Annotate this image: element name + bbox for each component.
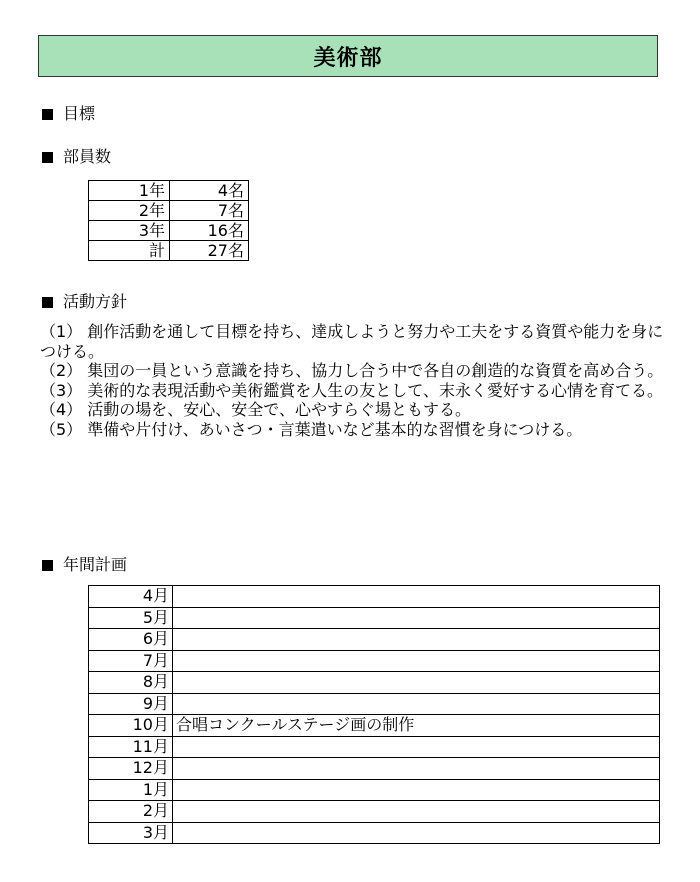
policy-list bbox=[40, 322, 665, 439]
table-row bbox=[89, 181, 249, 201]
count-cell: 4名 bbox=[170, 181, 249, 201]
plan-cell bbox=[173, 693, 660, 715]
month-cell: 1月 bbox=[89, 779, 173, 801]
grade-cell: 2年 bbox=[89, 201, 170, 221]
policy-item: （1） 創作活動を通して目標を持ち、達成しようと努力や工夫をする資質や能力を身につける。 bbox=[40, 322, 664, 361]
table-row bbox=[89, 607, 660, 629]
square-bullet-icon bbox=[42, 152, 53, 163]
table-row bbox=[89, 801, 660, 823]
table-row bbox=[89, 650, 660, 672]
policy-item: （3） 美術的な表現活動や美術鑑賞を人生の友として、末永く愛好する心情を育てる。 bbox=[40, 380, 663, 400]
plan-cell bbox=[173, 650, 660, 672]
annual-plan-table bbox=[88, 585, 660, 844]
month-cell: 5月 bbox=[89, 607, 173, 629]
section-annual-plan bbox=[42, 555, 127, 575]
section-policy bbox=[42, 292, 127, 312]
table-row bbox=[89, 221, 249, 241]
plan-cell bbox=[173, 801, 660, 823]
plan-cell bbox=[173, 629, 660, 651]
month-cell: 6月 bbox=[89, 629, 173, 651]
plan-cell bbox=[173, 672, 660, 694]
month-cell: 7月 bbox=[89, 650, 173, 672]
table-row bbox=[89, 586, 660, 608]
policy-item: （5） 準備や片付け、あいさつ・言葉遣いなど基本的な習慣を身につける。 bbox=[40, 419, 583, 439]
plan-cell bbox=[173, 736, 660, 758]
square-bullet-icon bbox=[42, 109, 53, 120]
table-row bbox=[89, 672, 660, 694]
month-cell: 10月 bbox=[89, 715, 173, 737]
count-cell: 7名 bbox=[170, 201, 249, 221]
plan-cell: 合唱コンクールステージ画の制作 bbox=[173, 715, 660, 737]
square-bullet-icon bbox=[42, 560, 53, 571]
month-cell: 11月 bbox=[89, 736, 173, 758]
count-cell: 16名 bbox=[170, 221, 249, 241]
month-cell: 8月 bbox=[89, 672, 173, 694]
total-label-cell: 計 bbox=[89, 241, 170, 261]
section-annual-plan-label: 年間計画 bbox=[63, 555, 128, 574]
table-row bbox=[89, 822, 660, 844]
table-row bbox=[89, 736, 660, 758]
page-title-banner bbox=[38, 35, 658, 77]
policy-item: （2） 集団の一員という意識を持ち、協力し合う中で各自の創造的な資質を高め合う。 bbox=[40, 361, 664, 380]
section-members bbox=[42, 147, 111, 167]
total-count-cell: 27名 bbox=[170, 241, 249, 261]
plan-cell bbox=[173, 607, 660, 629]
month-cell: 3月 bbox=[89, 822, 173, 844]
table-row bbox=[89, 779, 660, 801]
plan-cell bbox=[173, 822, 660, 844]
members-table bbox=[88, 180, 249, 261]
section-members-label: 部員数 bbox=[63, 147, 112, 166]
plan-cell bbox=[173, 779, 660, 801]
table-row bbox=[89, 693, 660, 715]
table-row bbox=[89, 201, 249, 221]
section-goal-label: 目標 bbox=[63, 104, 96, 123]
month-cell: 12月 bbox=[89, 758, 173, 780]
table-row bbox=[89, 715, 660, 737]
page-title: 美術部 bbox=[313, 45, 383, 71]
month-cell: 9月 bbox=[89, 693, 173, 715]
table-row bbox=[89, 758, 660, 780]
grade-cell: 1年 bbox=[89, 181, 170, 201]
square-bullet-icon bbox=[42, 297, 53, 308]
month-cell: 4月 bbox=[89, 586, 173, 608]
month-cell: 2月 bbox=[89, 801, 173, 823]
plan-cell bbox=[173, 586, 660, 608]
table-row bbox=[89, 629, 660, 651]
policy-item: （4） 活動の場を、安心、安全で、心やすらぐ場ともする。 bbox=[40, 400, 471, 419]
grade-cell: 3年 bbox=[89, 221, 170, 241]
section-goal bbox=[42, 104, 95, 124]
plan-cell bbox=[173, 758, 660, 780]
table-row bbox=[89, 241, 249, 261]
section-policy-label: 活動方針 bbox=[63, 292, 128, 311]
